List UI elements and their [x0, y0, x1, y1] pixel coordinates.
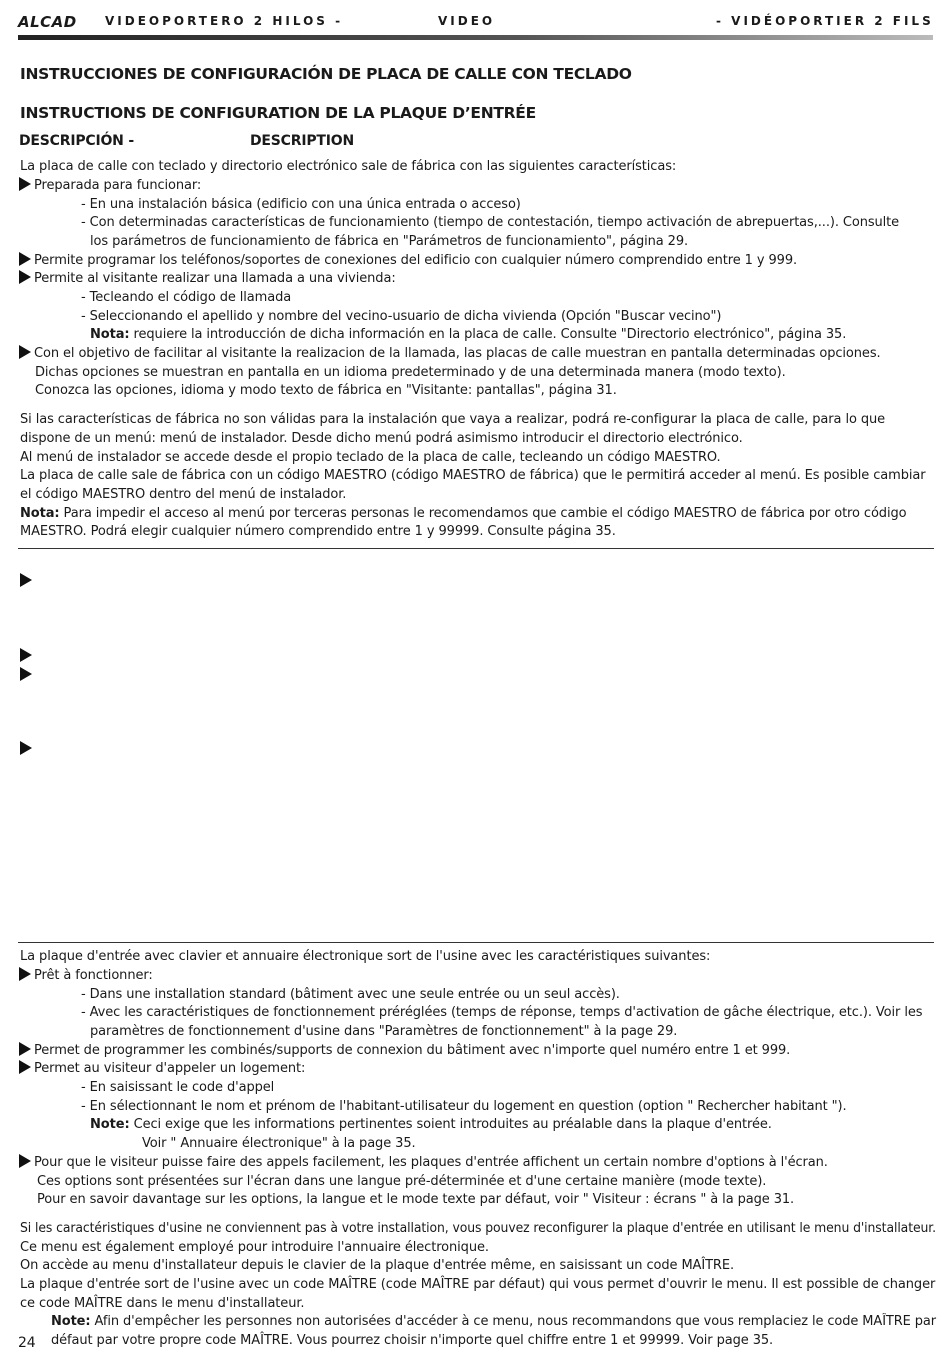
fr-note: Note: Afin d'empêcher les personnes non autorisées d'accéder à ce menu, nous recommandons que vous remplaciez le code MAÎTRE par	[51, 1314, 937, 1329]
triangle-bullet-icon	[19, 270, 31, 284]
es-bullet-3-note: Nota: requiere la introducción de dicha información en la placa de calle. Consulte "Directorio electrónico", página 35.	[90, 327, 847, 342]
fr-bullet-3-detail-2: - En sélectionnant le nom et prénom de l'habitant-utilisateur du logement en question (option " Rechercher habitant ").	[81, 1099, 847, 1114]
es-para-3: La placa de calle sale de fábrica con un código MAESTRO (código MAESTRO de fábrica) que le permitirá acceder al menú. Es posible cambiar	[20, 468, 926, 483]
es-bullet-1-detail-2: - Con determinadas características de funcionamiento (tiempo de contestación, tiempo activación de abrepuertas,...). Consulte	[81, 215, 900, 230]
triangle-bullet-icon	[19, 177, 31, 191]
fr-bullet-3-note: Note: Ceci exige que les informations pertinentes soient introduites au préalable dans la plaque d'entrée.	[90, 1117, 772, 1132]
es-para-1-cont: dispone de un menú: menú de instalador. Desde dicho menú podrá asimismo introducir el directorio electrónico.	[20, 431, 743, 446]
fr-bullet-3-detail-1: - En saisissant le code d'appel	[81, 1080, 275, 1095]
es-para-1: Si las características de fábrica no son válidas para la instalación que vaya a realizar, podrá re-configurar la placa de calle, para lo que	[20, 412, 886, 427]
es-bullet-2: Permite programar los teléfonos/soportes de conexiones del edificio con cualquier número comprendido entre 1 y 999.	[19, 252, 797, 271]
es-bullet-3-detail-2: - Seleccionando el apellido y nombre del vecino-usuario de dicha vivienda (Opción "Buscar vecino")	[81, 309, 722, 324]
es-bullet-1-detail-2-cont: los parámetros de funcionamiento de fábrica en "Parámetros de funcionamiento", página 29.	[90, 234, 689, 249]
title-spanish: INSTRUCCIONES DE CONFIGURACIÓN DE PLACA DE CALLE CON TECLADO	[20, 65, 632, 83]
fr-bullet-1-detail-1: - Dans une installation standard (bâtiment avec une seule entrée ou un seul accès).	[81, 987, 620, 1002]
triangle-marker-icon	[20, 741, 32, 755]
es-bullet-4: Con el objetivo de facilitar al visitante la realizacion de la llamada, las placas de calle muestran en pantalla determinadas opciones.	[19, 345, 881, 364]
subtitle-description-es: DESCRIPCIÓN -	[19, 133, 134, 149]
fr-note-cont: défaut par votre propre code MAÎTRE. Vous pourrez choisir n'importe quel chiffre entre 1 et 99999. Voir page 35.	[51, 1333, 774, 1348]
fr-bullet-4-cont-1: Ces options sont présentées sur l'écran dans une langue pré-déterminée et d'une certaine manière (mode texte).	[37, 1174, 767, 1189]
fr-para-2: On accède au menu d'installateur depuis le clavier de la plaque d'entrée même, en saisissant un code MAÎTRE.	[20, 1258, 735, 1273]
triangle-marker-icon	[20, 667, 32, 681]
fr-bullet-1-detail-2: - Avec les caractéristiques de fonctionnement préréglées (temps de réponse, temps d'activation de gâche électrique, etc.). Voir les	[81, 1005, 923, 1020]
header-rule	[18, 35, 933, 40]
es-bullet-1-detail-1: - En una instalación básica (edificio con una única entrada o acceso)	[81, 197, 521, 212]
section-divider-bottom	[18, 942, 934, 943]
triangle-bullet-icon	[19, 967, 31, 981]
es-note: Nota: Para impedir el acceso al menú por terceras personas le recomendamos que cambie el código MAESTRO de fábrica por otro código	[20, 506, 907, 521]
fr-bullet-2: Permet de programmer les combinés/supports de connexion du bâtiment avec n'importe quel numéro entre 1 et 999.	[19, 1042, 790, 1061]
fr-intro: La plaque d'entrée avec clavier et annuaire électronique sort de l'usine avec les caractéristiques suivantes:	[20, 949, 711, 964]
es-bullet-3: Permite al visitante realizar una llamada a una vivienda:	[19, 270, 396, 289]
es-bullet-3-detail-1: - Tecleando el código de llamada	[81, 290, 292, 305]
section-divider-top	[18, 548, 934, 549]
header-title-center: VIDEO	[438, 14, 496, 28]
fr-bullet-3-note-cont: Voir " Annuaire électronique" à la page 35.	[142, 1136, 416, 1151]
triangle-marker-icon	[20, 573, 32, 587]
es-bullet-4-cont-2: Conozca las opciones, idioma y modo texto de fábrica en "Visitante: pantallas", página 31.	[35, 383, 617, 398]
es-bullet-1: Preparada para funcionar:	[19, 177, 201, 196]
triangle-bullet-icon	[19, 1154, 31, 1168]
page-number: 24	[18, 1335, 36, 1351]
fr-para-1: Si les caractéristiques d'usine ne conviennent pas à votre installation, vous pouvez reconfigurer la plaque d'entrée en utilisant le menu d'installateur.	[20, 1221, 937, 1236]
triangle-bullet-icon	[19, 345, 31, 359]
subtitle-description-fr: DESCRIPTION	[250, 133, 354, 149]
fr-para-1-cont: Ce menu est également employé pour introduire l'annuaire électronique.	[20, 1240, 489, 1255]
es-para-2: Al menú de instalador se accede desde el propio teclado de la placa de calle, tecleando un código MAESTRO.	[20, 450, 721, 465]
fr-para-3-cont: ce code MAÎTRE dans le menu d'installateur.	[20, 1296, 305, 1311]
fr-bullet-3: Permet au visiteur d'appeler un logement:	[19, 1060, 305, 1079]
es-bullet-4-cont-1: Dichas opciones se muestran en pantalla en un idioma predeterminado y de una determinada manera (modo texto).	[35, 365, 786, 380]
es-para-3-cont: el código MAESTRO dentro del menú de instalador.	[20, 487, 347, 502]
fr-bullet-4-cont-2: Pour en savoir davantage sur les options, la langue et le mode texte par défaut, voir " Visiteur : écrans " à la page 31.	[37, 1192, 795, 1207]
es-intro: La placa de calle con teclado y directorio electrónico sale de fábrica con las siguientes características:	[20, 159, 677, 174]
title-french: INSTRUCTIONS DE CONFIGURATION DE LA PLAQUE D’ENTRÉE	[20, 104, 536, 122]
triangle-bullet-icon	[19, 1042, 31, 1056]
fr-bullet-1: Prêt à fonctionner:	[19, 967, 153, 986]
es-note-cont: MAESTRO. Podrá elegir cualquier número comprendido entre 1 y 99999. Consulte página 35.	[20, 524, 616, 539]
triangle-bullet-icon	[19, 1060, 31, 1074]
header-title-right: - VIDÉOPORTIER 2 FILS	[716, 14, 934, 28]
triangle-marker-icon	[20, 648, 32, 662]
triangle-bullet-icon	[19, 252, 31, 266]
header-title-left: VIDEOPORTERO 2 HILOS -	[105, 14, 344, 28]
fr-bullet-1-detail-2-cont: paramètres de fonctionnement d'usine dans "Paramètres de fonctionnement" à la page 29.	[90, 1024, 678, 1039]
fr-para-3: La plaque d'entrée sort de l'usine avec un code MAÎTRE (code MAÎTRE par défaut) qui vous permet d'ouvrir le menu. Il est possible de changer	[20, 1277, 936, 1292]
fr-bullet-4: Pour que le visiteur puisse faire des appels facilement, les plaques d'entrée affichent un certain nombre d'options à l'écran.	[19, 1154, 828, 1173]
brand-logo: ALCAD	[18, 13, 77, 31]
